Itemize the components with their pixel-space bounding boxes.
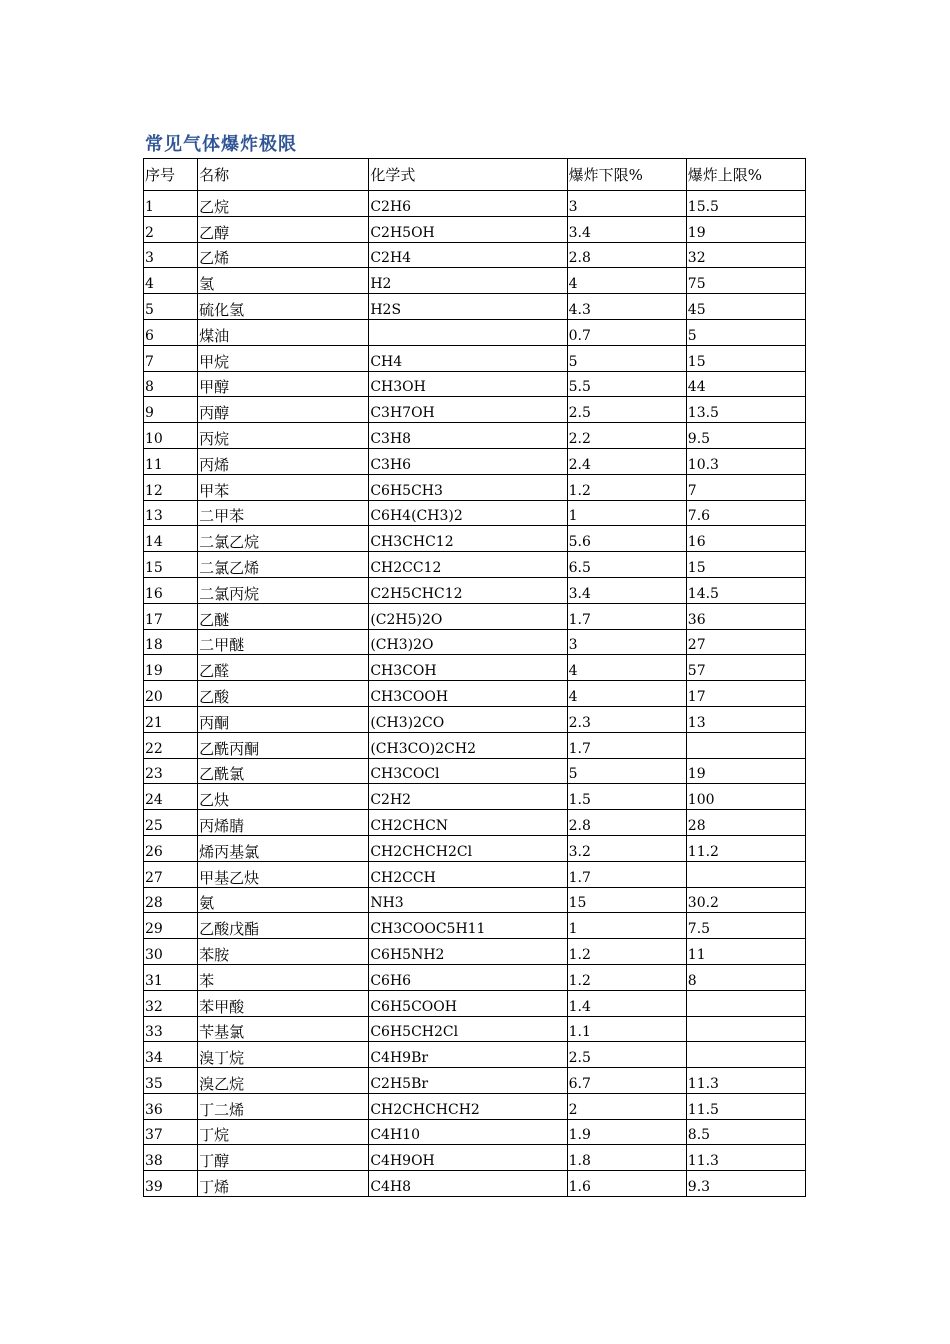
cell-formula: CH2CC12: [369, 552, 567, 578]
cell-formula: CH3COH: [369, 655, 567, 681]
cell-name: 氨: [198, 887, 369, 913]
cell-upper-limit: 15.5: [686, 191, 805, 217]
cell-name: 丙烯腈: [198, 810, 369, 836]
cell-name: 乙酰丙酮: [198, 732, 369, 758]
cell-name: 苯甲酸: [198, 990, 369, 1016]
cell-name: 二氯乙烷: [198, 526, 369, 552]
cell-lower-limit: 5: [567, 758, 686, 784]
cell-formula: H2S: [369, 294, 567, 320]
cell-name: 丁醇: [198, 1145, 369, 1171]
table-row: [144, 706, 806, 732]
table-row: [144, 990, 806, 1016]
cell-name: 乙醇: [198, 216, 369, 242]
table-row: [144, 629, 806, 655]
cell-index: 6: [144, 319, 198, 345]
cell-upper-limit: 32: [686, 242, 805, 268]
table-row: [144, 861, 806, 887]
cell-upper-limit: 30.2: [686, 887, 805, 913]
table-row: [144, 1042, 806, 1068]
cell-index: 28: [144, 887, 198, 913]
cell-formula: C2H5OH: [369, 216, 567, 242]
table-row: [144, 732, 806, 758]
cell-name: 甲烷: [198, 345, 369, 371]
cell-index: 29: [144, 913, 198, 939]
cell-formula: (CH3CO)2CH2: [369, 732, 567, 758]
cell-name: 二氯乙烯: [198, 552, 369, 578]
cell-upper-limit: 28: [686, 810, 805, 836]
cell-lower-limit: 6.5: [567, 552, 686, 578]
cell-lower-limit: 6.7: [567, 1068, 686, 1094]
cell-upper-limit: 10.3: [686, 448, 805, 474]
page-title: 常见气体爆炸极限: [145, 134, 297, 155]
cell-upper-limit: 19: [686, 216, 805, 242]
table-header: [144, 159, 806, 191]
cell-index: 8: [144, 371, 198, 397]
cell-formula: C2H4: [369, 242, 567, 268]
table-row: [144, 1093, 806, 1119]
cell-lower-limit: 5.5: [567, 371, 686, 397]
cell-upper-limit: 100: [686, 784, 805, 810]
table-row: [144, 319, 806, 345]
table-row: [144, 268, 806, 294]
table-row: [144, 216, 806, 242]
table-row: [144, 423, 806, 449]
cell-upper-limit: 11.3: [686, 1145, 805, 1171]
table-row: [144, 655, 806, 681]
header-row: [144, 159, 806, 191]
cell-formula: C6H5COOH: [369, 990, 567, 1016]
cell-lower-limit: 2.5: [567, 397, 686, 423]
cell-name: 苯: [198, 964, 369, 990]
cell-name: 乙烷: [198, 191, 369, 217]
table-row: [144, 681, 806, 707]
table-row: [144, 577, 806, 603]
cell-name: 二氯丙烷: [198, 577, 369, 603]
cell-upper-limit: 75: [686, 268, 805, 294]
cell-lower-limit: 1: [567, 500, 686, 526]
table-row: [144, 474, 806, 500]
cell-lower-limit: 1.2: [567, 964, 686, 990]
cell-index: 30: [144, 939, 198, 965]
cell-formula: C6H5NH2: [369, 939, 567, 965]
table-body: [144, 191, 806, 1197]
cell-upper-limit: 11.2: [686, 835, 805, 861]
cell-upper-limit: 17: [686, 681, 805, 707]
cell-name: 丙醇: [198, 397, 369, 423]
cell-lower-limit: 2.8: [567, 242, 686, 268]
table-row: [144, 345, 806, 371]
table-row: [144, 448, 806, 474]
cell-upper-limit: 27: [686, 629, 805, 655]
cell-upper-limit: 14.5: [686, 577, 805, 603]
cell-formula: C6H5CH2Cl: [369, 1016, 567, 1042]
header-upper-limit: 爆炸上限%: [686, 159, 805, 191]
cell-formula: (C2H5)2O: [369, 603, 567, 629]
cell-upper-limit: 13.5: [686, 397, 805, 423]
cell-upper-limit: 7.5: [686, 913, 805, 939]
cell-index: 3: [144, 242, 198, 268]
cell-index: 13: [144, 500, 198, 526]
cell-formula: C4H8: [369, 1171, 567, 1197]
cell-formula: CH3COOH: [369, 681, 567, 707]
cell-index: 4: [144, 268, 198, 294]
table-row: [144, 191, 806, 217]
cell-upper-limit: 11.5: [686, 1093, 805, 1119]
table-row: [144, 1068, 806, 1094]
cell-upper-limit: [686, 1016, 805, 1042]
cell-index: 20: [144, 681, 198, 707]
cell-name: 丁烯: [198, 1171, 369, 1197]
cell-formula: C6H6: [369, 964, 567, 990]
cell-upper-limit: 8: [686, 964, 805, 990]
cell-formula: (CH3)2O: [369, 629, 567, 655]
cell-lower-limit: 0.7: [567, 319, 686, 345]
cell-name: 溴乙烷: [198, 1068, 369, 1094]
table-row: [144, 964, 806, 990]
cell-index: 39: [144, 1171, 198, 1197]
table-row: [144, 887, 806, 913]
cell-formula: CH3CHC12: [369, 526, 567, 552]
table-row: [144, 397, 806, 423]
table-row: [144, 603, 806, 629]
cell-index: 27: [144, 861, 198, 887]
table-row: [144, 835, 806, 861]
cell-index: 21: [144, 706, 198, 732]
cell-formula: C3H7OH: [369, 397, 567, 423]
cell-upper-limit: 44: [686, 371, 805, 397]
cell-name: 烯丙基氯: [198, 835, 369, 861]
cell-upper-limit: [686, 861, 805, 887]
header-lower-limit: 爆炸下限%: [567, 159, 686, 191]
cell-lower-limit: 4.3: [567, 294, 686, 320]
cell-formula: CH4: [369, 345, 567, 371]
cell-lower-limit: 2: [567, 1093, 686, 1119]
cell-formula: C4H9OH: [369, 1145, 567, 1171]
cell-name: 溴丁烷: [198, 1042, 369, 1068]
cell-name: 二甲苯: [198, 500, 369, 526]
cell-name: 煤油: [198, 319, 369, 345]
cell-index: 36: [144, 1093, 198, 1119]
cell-formula: CH2CHCH2Cl: [369, 835, 567, 861]
table-row: [144, 500, 806, 526]
cell-index: 7: [144, 345, 198, 371]
cell-index: 19: [144, 655, 198, 681]
cell-lower-limit: 1.8: [567, 1145, 686, 1171]
cell-upper-limit: 45: [686, 294, 805, 320]
cell-lower-limit: 1.9: [567, 1119, 686, 1145]
cell-index: 15: [144, 552, 198, 578]
table-row: [144, 371, 806, 397]
cell-formula: C3H8: [369, 423, 567, 449]
cell-index: 32: [144, 990, 198, 1016]
cell-lower-limit: 1.1: [567, 1016, 686, 1042]
cell-formula: CH2CHCHCH2: [369, 1093, 567, 1119]
cell-lower-limit: 4: [567, 268, 686, 294]
cell-name: 丁烷: [198, 1119, 369, 1145]
cell-name: 甲苯: [198, 474, 369, 500]
table-row: [144, 526, 806, 552]
cell-lower-limit: 3: [567, 191, 686, 217]
cell-formula: C2H6: [369, 191, 567, 217]
cell-index: 12: [144, 474, 198, 500]
table-row: [144, 939, 806, 965]
cell-formula: NH3: [369, 887, 567, 913]
table-row: [144, 1119, 806, 1145]
table-row: [144, 784, 806, 810]
cell-upper-limit: 15: [686, 345, 805, 371]
cell-lower-limit: 4: [567, 655, 686, 681]
cell-index: 35: [144, 1068, 198, 1094]
cell-lower-limit: 3.2: [567, 835, 686, 861]
table-row: [144, 810, 806, 836]
cell-lower-limit: 1.2: [567, 939, 686, 965]
cell-index: 34: [144, 1042, 198, 1068]
explosion-limits-table: [143, 158, 806, 1197]
cell-index: 14: [144, 526, 198, 552]
cell-formula: C2H5CHC12: [369, 577, 567, 603]
cell-index: 31: [144, 964, 198, 990]
cell-index: 1: [144, 191, 198, 217]
cell-lower-limit: 2.2: [567, 423, 686, 449]
cell-formula: CH3COOC5H11: [369, 913, 567, 939]
cell-upper-limit: 9.3: [686, 1171, 805, 1197]
cell-formula: C2H2: [369, 784, 567, 810]
cell-name: 乙酸戊酯: [198, 913, 369, 939]
cell-index: 10: [144, 423, 198, 449]
cell-name: 丁二烯: [198, 1093, 369, 1119]
cell-name: 丙酮: [198, 706, 369, 732]
cell-upper-limit: 7.6: [686, 500, 805, 526]
cell-name: 乙醛: [198, 655, 369, 681]
cell-index: 22: [144, 732, 198, 758]
cell-name: 丙烯: [198, 448, 369, 474]
cell-lower-limit: 3.4: [567, 216, 686, 242]
cell-formula: C6H5CH3: [369, 474, 567, 500]
cell-lower-limit: 15: [567, 887, 686, 913]
cell-formula: [369, 319, 567, 345]
cell-formula: H2: [369, 268, 567, 294]
cell-upper-limit: 9.5: [686, 423, 805, 449]
cell-index: 18: [144, 629, 198, 655]
cell-name: 乙炔: [198, 784, 369, 810]
cell-formula: CH2CCH: [369, 861, 567, 887]
cell-lower-limit: 5: [567, 345, 686, 371]
cell-lower-limit: 3: [567, 629, 686, 655]
header-index: 序号: [144, 159, 198, 191]
cell-index: 17: [144, 603, 198, 629]
cell-lower-limit: 2.3: [567, 706, 686, 732]
cell-index: 26: [144, 835, 198, 861]
cell-lower-limit: 1.5: [567, 784, 686, 810]
table-row: [144, 242, 806, 268]
cell-index: 9: [144, 397, 198, 423]
cell-lower-limit: 1.7: [567, 603, 686, 629]
cell-index: 37: [144, 1119, 198, 1145]
cell-upper-limit: 36: [686, 603, 805, 629]
cell-lower-limit: 3.4: [567, 577, 686, 603]
table-row: [144, 758, 806, 784]
cell-name: 硫化氢: [198, 294, 369, 320]
cell-name: 二甲醚: [198, 629, 369, 655]
cell-name: 乙酸: [198, 681, 369, 707]
cell-lower-limit: 2.8: [567, 810, 686, 836]
cell-lower-limit: 1.2: [567, 474, 686, 500]
header-name: 名称: [198, 159, 369, 191]
table-row: [144, 1171, 806, 1197]
cell-lower-limit: 2.4: [567, 448, 686, 474]
cell-upper-limit: 57: [686, 655, 805, 681]
cell-name: 丙烷: [198, 423, 369, 449]
cell-index: 38: [144, 1145, 198, 1171]
cell-upper-limit: 16: [686, 526, 805, 552]
cell-upper-limit: 8.5: [686, 1119, 805, 1145]
cell-upper-limit: [686, 990, 805, 1016]
cell-lower-limit: 1: [567, 913, 686, 939]
cell-name: 甲基乙炔: [198, 861, 369, 887]
cell-index: 2: [144, 216, 198, 242]
cell-name: 氢: [198, 268, 369, 294]
cell-name: 苯胺: [198, 939, 369, 965]
cell-name: 乙烯: [198, 242, 369, 268]
cell-index: 25: [144, 810, 198, 836]
cell-index: 11: [144, 448, 198, 474]
table-row: [144, 1016, 806, 1042]
cell-formula: C3H6: [369, 448, 567, 474]
cell-lower-limit: 1.7: [567, 861, 686, 887]
table-row: [144, 1145, 806, 1171]
cell-index: 24: [144, 784, 198, 810]
cell-upper-limit: 11: [686, 939, 805, 965]
cell-upper-limit: 15: [686, 552, 805, 578]
cell-upper-limit: [686, 732, 805, 758]
cell-upper-limit: 5: [686, 319, 805, 345]
cell-formula: C4H9Br: [369, 1042, 567, 1068]
cell-lower-limit: 4: [567, 681, 686, 707]
table-row: [144, 552, 806, 578]
cell-upper-limit: [686, 1042, 805, 1068]
cell-formula: C2H5Br: [369, 1068, 567, 1094]
cell-name: 乙酰氯: [198, 758, 369, 784]
cell-index: 16: [144, 577, 198, 603]
cell-formula: (CH3)2CO: [369, 706, 567, 732]
cell-formula: CH2CHCN: [369, 810, 567, 836]
cell-formula: CH3OH: [369, 371, 567, 397]
cell-upper-limit: 13: [686, 706, 805, 732]
cell-name: 甲醇: [198, 371, 369, 397]
cell-lower-limit: 1.4: [567, 990, 686, 1016]
header-formula: 化学式: [369, 159, 567, 191]
cell-formula: C4H10: [369, 1119, 567, 1145]
cell-upper-limit: 11.3: [686, 1068, 805, 1094]
cell-upper-limit: 7: [686, 474, 805, 500]
table-row: [144, 913, 806, 939]
cell-index: 23: [144, 758, 198, 784]
table-row: [144, 294, 806, 320]
cell-lower-limit: 2.5: [567, 1042, 686, 1068]
cell-upper-limit: 19: [686, 758, 805, 784]
cell-index: 5: [144, 294, 198, 320]
cell-lower-limit: 5.6: [567, 526, 686, 552]
cell-index: 33: [144, 1016, 198, 1042]
cell-name: 乙醚: [198, 603, 369, 629]
cell-name: 苄基氯: [198, 1016, 369, 1042]
cell-formula: CH3COCl: [369, 758, 567, 784]
cell-formula: C6H4(CH3)2: [369, 500, 567, 526]
cell-lower-limit: 1.6: [567, 1171, 686, 1197]
cell-lower-limit: 1.7: [567, 732, 686, 758]
